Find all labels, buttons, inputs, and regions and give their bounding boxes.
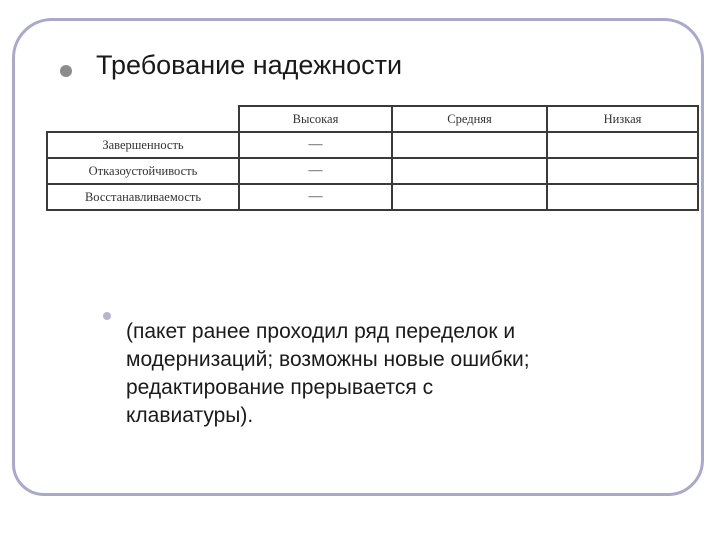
reliability-table xyxy=(46,105,699,211)
row-label: Восстанавливаемость xyxy=(47,184,239,210)
table-cell xyxy=(547,132,698,158)
table-header-row xyxy=(47,106,698,132)
sub-bullet-icon xyxy=(103,312,111,320)
table-cell xyxy=(547,158,698,184)
table-cell: — xyxy=(239,184,392,210)
table-cell: — xyxy=(239,132,392,158)
column-header-high: Высокая xyxy=(239,106,392,132)
table-row xyxy=(47,158,698,184)
slide-title: Требование надежности xyxy=(96,50,403,80)
column-header-medium: Средняя xyxy=(392,106,547,132)
table-cell xyxy=(392,158,547,184)
row-label: Отказоустойчивость xyxy=(47,158,239,184)
body-text: (пакет ранее проходил ряд переделок и модернизаций; возможны новые ошибки; редактирование прерывается с клавиатуры). xyxy=(126,320,530,427)
table-cell xyxy=(547,184,698,210)
title-bullet-icon xyxy=(60,65,72,77)
table-cell xyxy=(392,132,547,158)
table-cell: — xyxy=(239,158,392,184)
table-cell xyxy=(392,184,547,210)
column-header-low: Низкая xyxy=(547,106,698,132)
table-row xyxy=(47,184,698,210)
row-label: Завершенность xyxy=(47,132,239,158)
table-row xyxy=(47,132,698,158)
table-corner-cell xyxy=(47,106,239,132)
